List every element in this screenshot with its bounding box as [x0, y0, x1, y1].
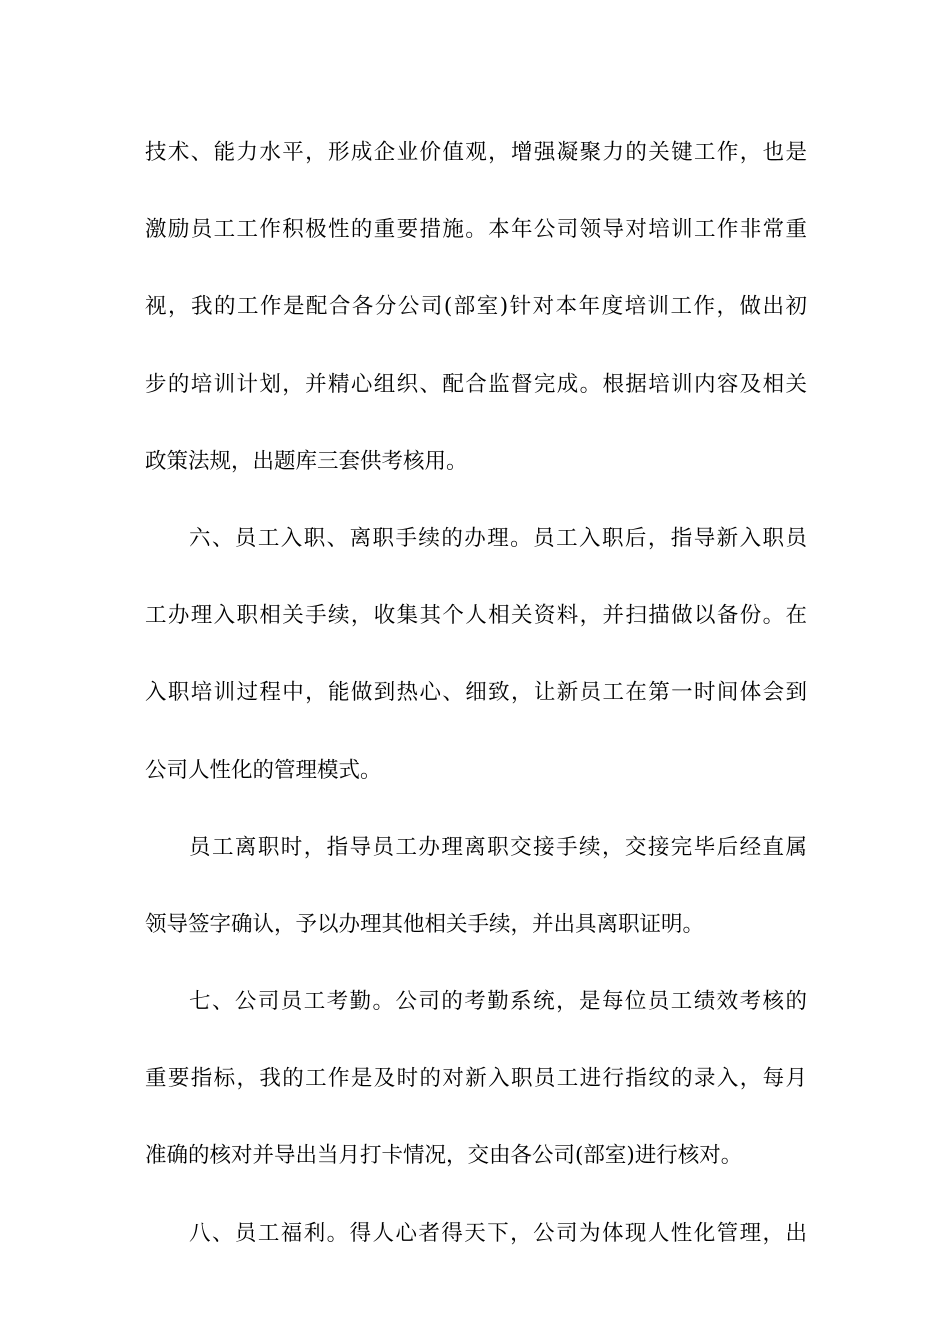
text-line: 工办理入职相关手续，收集其个人相关资料，并扫描做以备份。在: [145, 603, 807, 629]
text-line: 技术、能力水平，形成企业价值观，增强凝聚力的关键工作，也是: [145, 140, 807, 165]
text-line: 八、员工福利。得人心者得天下，公司为体现人性化管理，出: [189, 1220, 807, 1246]
text-line: 重要指标，我的工作是及时的对新入职员工进行指纹的录入，每月: [145, 1066, 807, 1092]
text-line: 六、员工入职、离职手续的办理。员工入职后，指导新入职员: [189, 525, 807, 551]
text-line: 准确的核对并导出当月打卡情况，交由各公司(部室)进行核对。: [145, 1143, 743, 1169]
text-line: 入职培训过程中，能做到热心、细致，让新员工在第一时间体会到: [145, 680, 807, 706]
text-line: 视，我的工作是配合各分公司(部室)针对本年度培训工作，做出初: [145, 294, 807, 320]
text-line: 步的培训计划，并精心组织、配合监督完成。根据培训内容及相关: [145, 371, 807, 397]
text-line: 员工离职时，指导员工办理离职交接手续，交接完毕后经直属: [189, 834, 807, 860]
document-body: [145, 128, 807, 1286]
text-line: 七、公司员工考勤。公司的考勤系统，是每位员工绩效考核的: [189, 989, 807, 1015]
text-line: 领导签字确认，予以办理其他相关手续，并出具离职证明。: [145, 911, 705, 937]
text-line: 政策法规，出题库三套供考核用。: [145, 448, 468, 474]
text-line: 公司人性化的管理模式。: [145, 757, 382, 783]
text-line: 激励员工工作积极性的重要措施。本年公司领导对培训工作非常重: [145, 217, 807, 243]
